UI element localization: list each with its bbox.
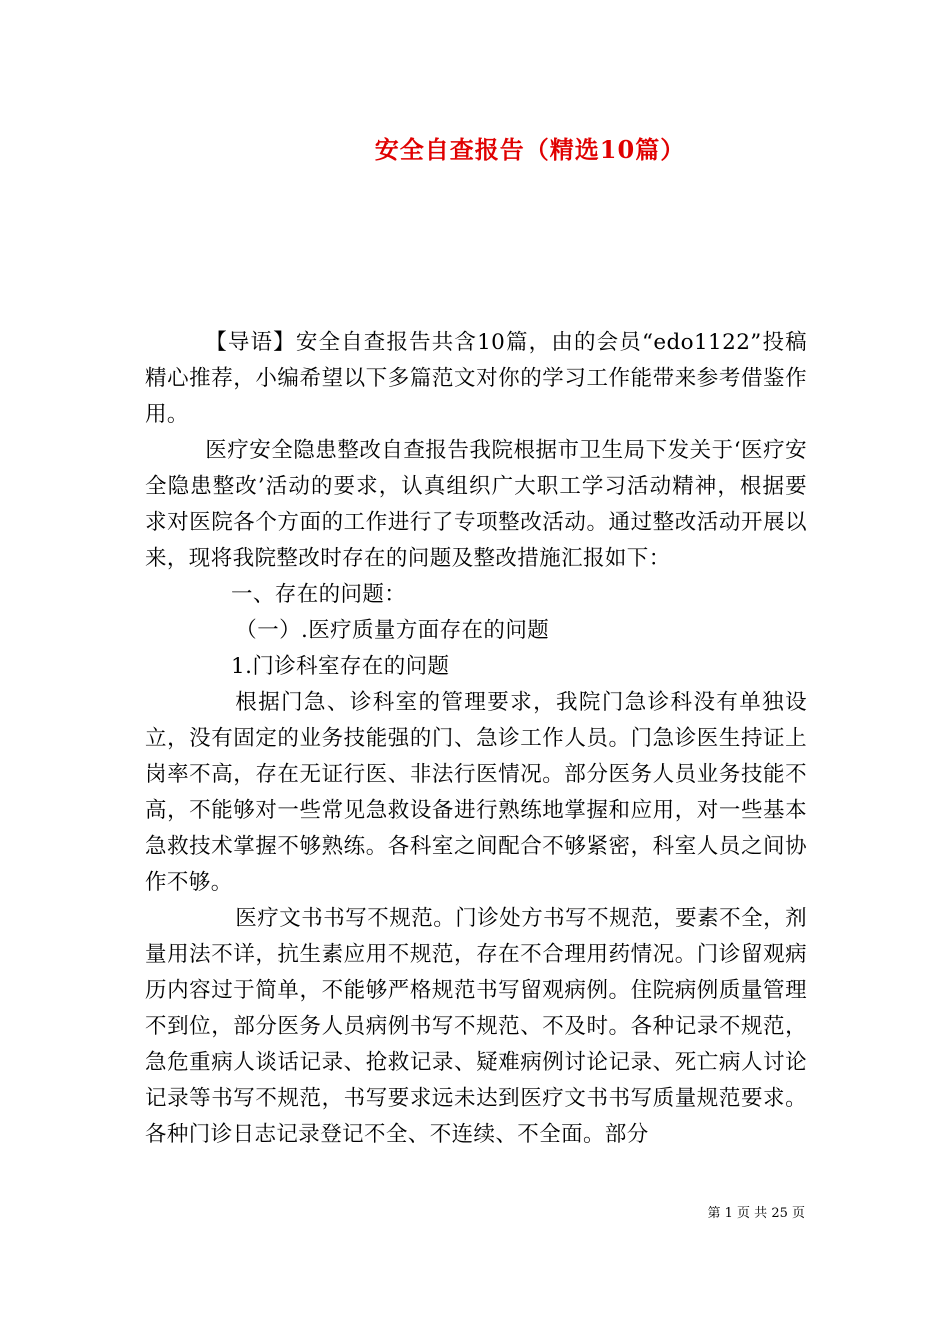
document-body [145, 325, 807, 1153]
document-title: 安全自查报告（精选10篇） [374, 135, 686, 164]
intro-paragraph: 【导语】安全自查报告共含10篇，由的会员“edo1122”投稿精心推荐，小编希望以下多篇范文对你的学习工作能带来参考借鉴作用。 [145, 330, 807, 427]
page-number: 第 1 页 共 25 页 [707, 1206, 805, 1221]
body-paragraph: 医疗文书书写不规范。门诊处方书写不规范，要素不全，剂量用法不详，抗生素应用不规范，存在不合理用药情况。门诊留观病历内容过于简单，不能够严格规范书写留观病例。住院病例质量管理不到位，部分医务人员病例书写不规范、不及时。各种记录不规范，急危重病人谈话记录、抢救记录、疑难病例讨论记录、死亡病人讨论记录等书写不规范，书写要求远未达到医疗文书书写质量规范要求。各种门诊日志记录登记不全、不连续、不全面。部分 [145, 906, 807, 1147]
item-heading: 1.门诊科室存在的问题 [231, 654, 450, 679]
body-paragraph: 根据门急、诊科室的管理要求，我院门急诊科没有单独设立，没有固定的业务技能强的门、急诊工作人员。门急诊医生持证上岗率不高，存在无证行医、非法行医情况。部分医务人员业务技能不高，不能够对一些常见急救设备进行熟练地掌握和应用，对一些基本急救技术掌握不够熟练。各科室之间配合不够紧密，科室人员之间协作不够。 [145, 690, 807, 895]
subsection-heading: （一）.医疗质量方面存在的问题 [235, 618, 550, 643]
body-paragraph: 医疗安全隐患整改自查报告我院根据市卫生局下发关于‘医疗安全隐患整改’活动的要求，认真组织广大职工学习活动精神，根据要求对医院各个方面的工作进行了专项整改活动。通过整改活动开展以来，现将我院整改时存在的问题及整改措施汇报如下： [145, 438, 807, 571]
section-heading: 一、存在的问题： [231, 582, 407, 607]
